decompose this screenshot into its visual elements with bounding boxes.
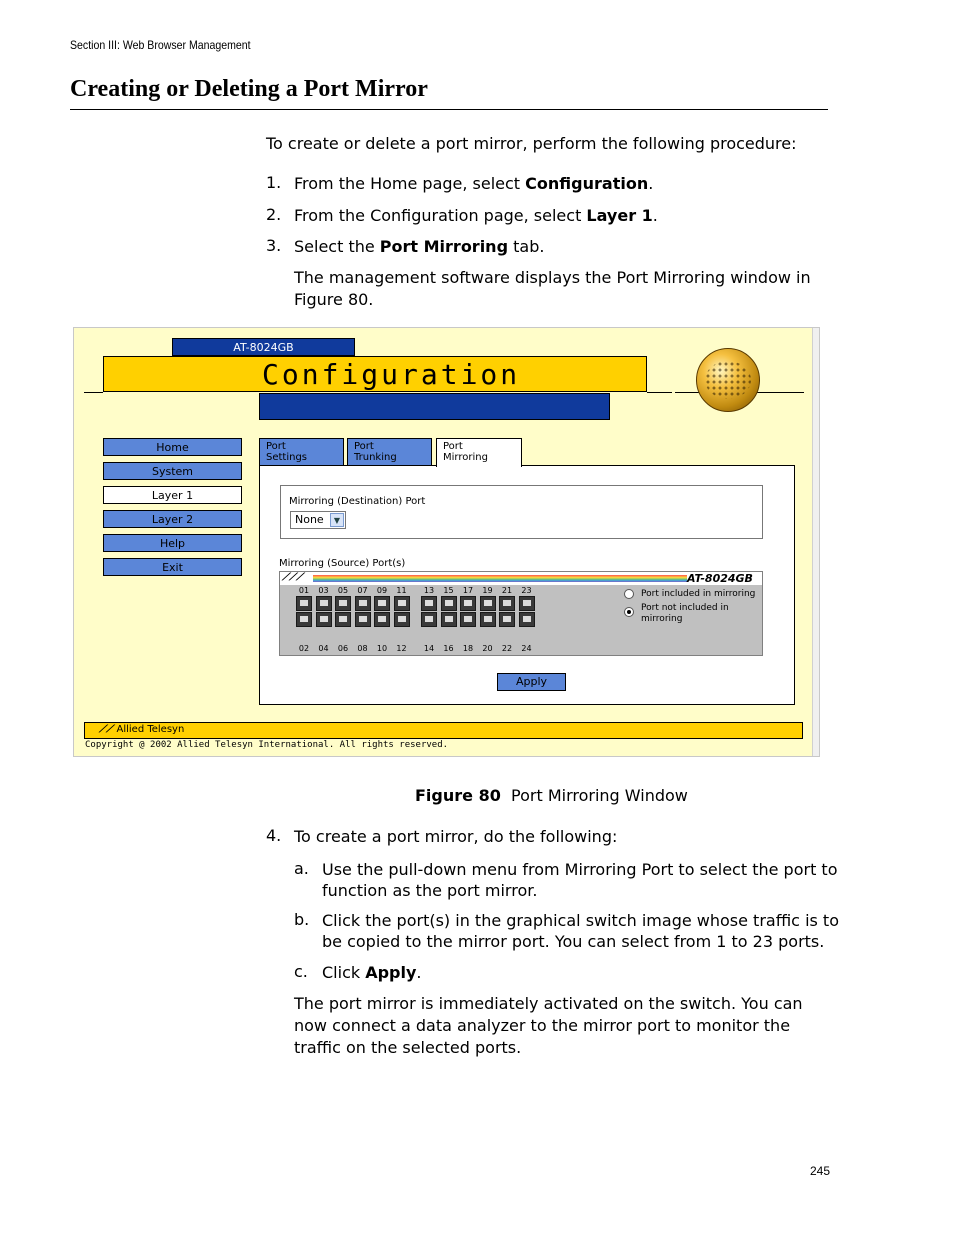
port-label-bottom: 08 [357, 644, 368, 653]
port-label-top: 11 [396, 586, 407, 595]
caption-label: Figure 80 [415, 786, 501, 805]
step-text-end: . [652, 206, 658, 225]
switch-port[interactable] [374, 596, 390, 611]
switch-port[interactable] [335, 612, 351, 627]
switch-port[interactable] [460, 596, 476, 611]
switch-port[interactable] [394, 596, 410, 611]
legend-included-label: Port included in mirroring [641, 589, 756, 599]
port-label-top: 13 [423, 586, 435, 595]
tab-label: Mirroring [443, 452, 488, 463]
step-bold: Port Mirroring [379, 237, 509, 256]
switch-port[interactable] [296, 596, 312, 611]
figure-caption [415, 786, 688, 805]
globe-pattern [705, 361, 751, 399]
nav-layer1-button[interactable]: Layer 1 [103, 486, 242, 504]
substep-line: Click the port(s) in the graphical switch image whose traffic is to [322, 911, 839, 930]
chevron-down-icon[interactable]: ▼ [330, 513, 344, 527]
switch-port[interactable] [394, 612, 410, 627]
tab-port-mirroring[interactable] [436, 438, 522, 467]
port-label-top: 07 [357, 586, 368, 595]
legend-included-radio [624, 589, 634, 599]
switch-port[interactable] [355, 612, 371, 627]
switch-port[interactable] [480, 596, 496, 611]
step-number: 4. [266, 826, 282, 845]
port-label-bottom: 06 [337, 644, 349, 653]
destination-port-select[interactable] [290, 511, 346, 529]
port-label-bottom: 14 [423, 644, 435, 653]
port-label-bottom: 22 [501, 644, 513, 653]
substep-line: Use the pull-down menu from Mirroring Port to select the port to [322, 860, 838, 879]
nav-layer2-button[interactable]: Layer 2 [103, 510, 242, 528]
tab-port-trunking[interactable] [347, 438, 432, 465]
step-text: From the Configuration page, select [294, 206, 587, 225]
tab-label: Port [443, 441, 463, 452]
port-label-bottom: 18 [462, 644, 474, 653]
legend-not-included-radio [624, 607, 634, 617]
switch-port[interactable] [499, 596, 515, 611]
port-label-top: 23 [521, 586, 532, 595]
port-label-top: 03 [318, 586, 329, 595]
port-mirroring-screenshot [73, 327, 820, 757]
destination-port-box [280, 485, 763, 539]
substep-line: be copied to the mirror port. You can select from 1 to 23 ports. [322, 932, 825, 951]
switch-port[interactable] [355, 596, 371, 611]
title-bar [259, 393, 610, 420]
substep-letter: a. [294, 859, 309, 878]
port-label-bottom: 10 [376, 644, 388, 653]
closing-line: now connect a data analyzer to the mirror port to monitor the [294, 1016, 791, 1035]
substep-text: Click [322, 963, 366, 982]
tab-port-settings[interactable] [259, 438, 344, 465]
port-label-top: 19 [482, 586, 493, 595]
page-title: Creating or Deleting a Port Mirror [70, 76, 428, 102]
step-text-end: . [648, 174, 654, 193]
footer-logo-text: Allied Telesyn [116, 724, 185, 735]
title-rule [70, 109, 828, 110]
step-3-note-line1: The management software displays the Port Mirroring window in [294, 268, 811, 287]
step-text: Select the [294, 237, 380, 256]
step-number: 3. [266, 236, 282, 255]
step-text-end: tab. [508, 237, 545, 256]
footer-logo [99, 724, 184, 735]
tab-label: Settings [266, 452, 308, 463]
closing-line: The port mirror is immediately activated on the switch. You can [294, 994, 803, 1013]
port-label-top: 05 [337, 586, 349, 595]
nav-system-button[interactable]: System [103, 462, 242, 480]
port-label-top: 21 [501, 586, 513, 595]
copyright-text: Copyright @ 2002 Allied Telesyn International. All rights reserved. [85, 740, 449, 750]
intro-text: To create or delete a port mirror, perform the following procedure: [266, 134, 797, 153]
switch-port[interactable] [499, 612, 515, 627]
switch-port[interactable] [519, 596, 535, 611]
switch-port[interactable] [316, 612, 332, 627]
port-label-bottom: 24 [521, 644, 532, 653]
port-label-bottom: 16 [443, 644, 454, 653]
switch-model-label: AT-8024GB [687, 572, 753, 585]
destination-port-label: Mirroring (Destination) Port [289, 496, 426, 507]
allied-logo-icon: ⟋⟋ [99, 724, 117, 735]
port-label-bottom: 20 [482, 644, 493, 653]
globe-logo-icon [696, 348, 760, 412]
closing-line: traffic on the selected ports. [294, 1038, 522, 1057]
page-number: 245 [810, 1164, 831, 1178]
step-text: To create a port mirror, do the following: [294, 827, 618, 846]
port-label-top: 15 [443, 586, 454, 595]
banner-title: Configuration [262, 358, 521, 391]
substep-text-end: . [416, 963, 422, 982]
source-ports-label: Mirroring (Source) Port(s) [279, 558, 406, 569]
step-number: 2. [266, 205, 282, 224]
legend-not-included-label: Port not included in [641, 603, 729, 613]
port-label-top: 01 [298, 586, 310, 595]
port-label-top: 17 [462, 586, 474, 595]
tab-label: Trunking [354, 452, 397, 463]
port-label-top: 09 [376, 586, 388, 595]
scrollbar-edge[interactable] [812, 328, 819, 756]
port-label-bottom: 02 [298, 644, 310, 653]
tab-label: Port [266, 441, 286, 452]
model-tab: AT-8024GB [172, 338, 355, 356]
switch-header [280, 572, 762, 585]
substep-line: function as the port mirror. [322, 881, 538, 900]
nav-exit-button[interactable]: Exit [103, 558, 242, 576]
step-text: From the Home page, select [294, 174, 526, 193]
tab-label: Port [354, 441, 374, 452]
nav-help-button[interactable]: Help [103, 534, 242, 552]
port-label-bottom: 12 [396, 644, 407, 653]
switch-port[interactable] [296, 612, 312, 627]
substep-letter: b. [294, 910, 310, 929]
step-number: 1. [266, 173, 282, 192]
section-header: Section III: Web Browser Management [70, 38, 251, 52]
legend-not-included-label-2: mirroring [641, 614, 683, 624]
configuration-banner [103, 356, 647, 392]
footer-bar [84, 722, 803, 739]
switch-port[interactable] [374, 612, 390, 627]
nav-home-button[interactable]: Home [103, 438, 242, 456]
switch-port[interactable] [519, 612, 535, 627]
step-3-note-line2: Figure 80. [294, 290, 374, 309]
switch-port[interactable] [316, 596, 332, 611]
switch-port[interactable] [460, 612, 476, 627]
select-value: None [295, 513, 324, 526]
switch-rainbow-stripe [313, 575, 687, 582]
port-mirroring-panel [259, 465, 795, 705]
banner-rule-mid [647, 392, 672, 393]
step-bold: Layer 1 [586, 206, 653, 225]
substep-letter: c. [294, 962, 308, 981]
switch-port[interactable] [480, 612, 496, 627]
switch-port[interactable] [421, 596, 437, 611]
apply-button[interactable]: Apply [497, 673, 566, 691]
allied-telesyn-logo-icon: ⟋⟋⟋ [282, 572, 303, 583]
port-label-bottom: 04 [318, 644, 329, 653]
step-bold: Configuration [525, 174, 649, 193]
switch-port[interactable] [441, 612, 457, 627]
caption-text: Port Mirroring Window [511, 786, 688, 805]
switch-image [279, 571, 763, 656]
banner-rule-left [84, 392, 103, 393]
substep-bold: Apply [365, 963, 417, 982]
switch-port[interactable] [421, 612, 437, 627]
switch-port[interactable] [441, 596, 457, 611]
switch-port[interactable] [335, 596, 351, 611]
